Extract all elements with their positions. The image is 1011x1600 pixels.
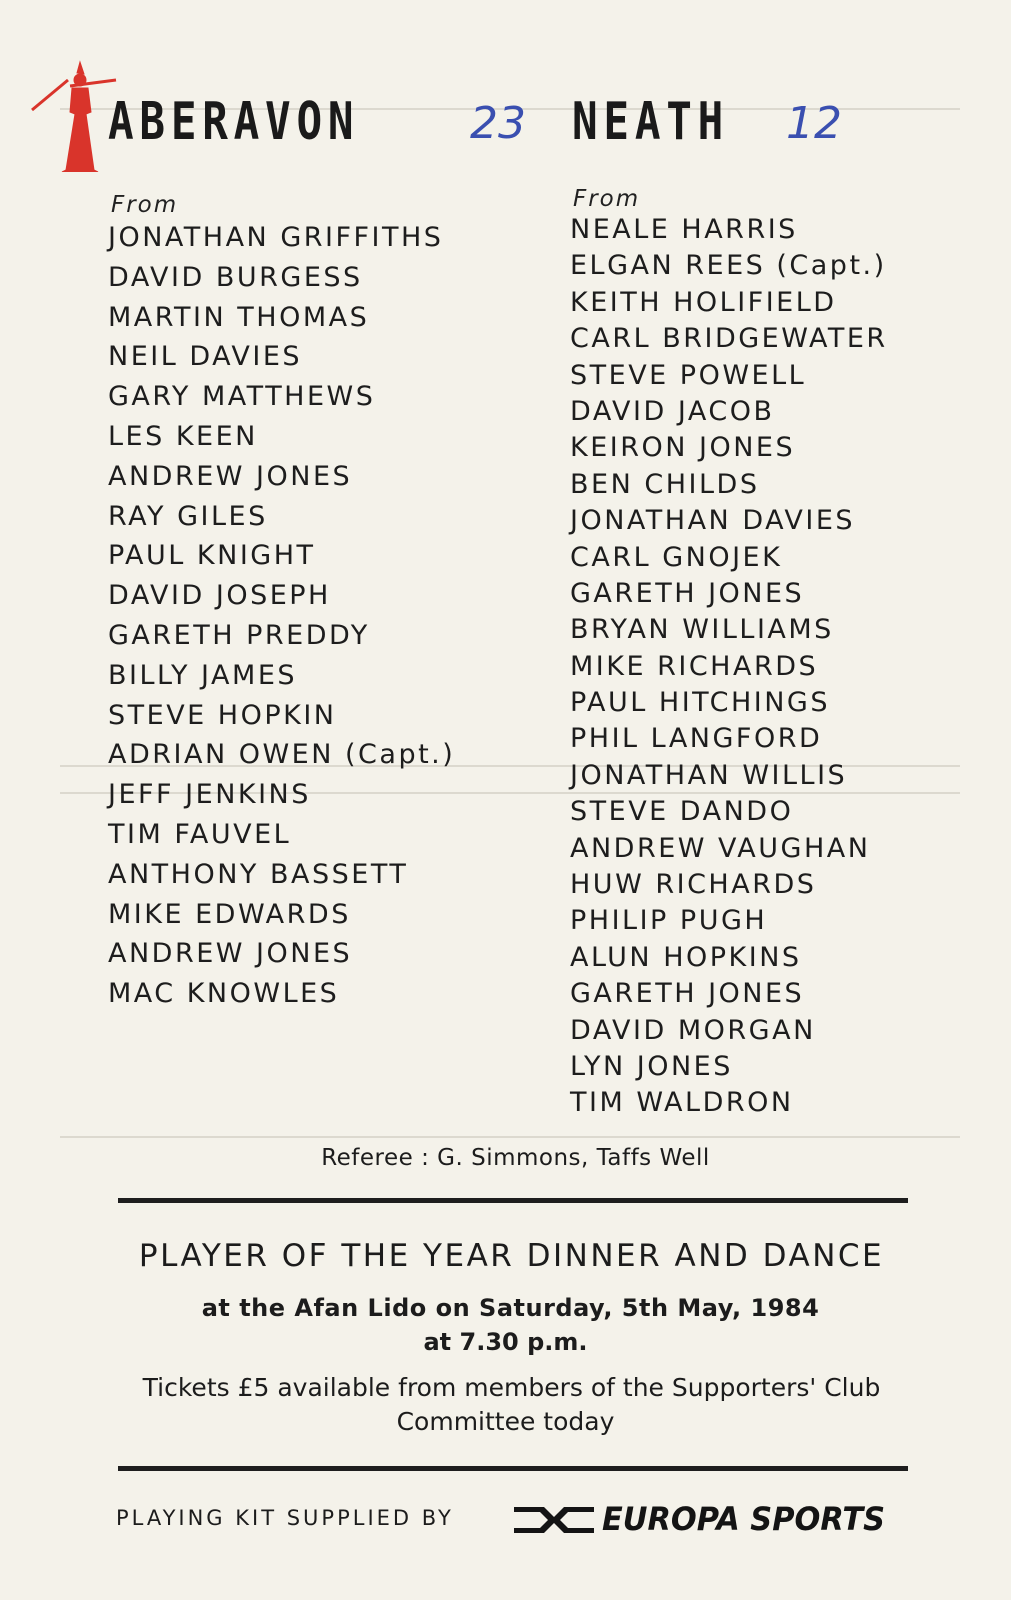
player-name: MARTIN THOMAS (108, 301, 370, 333)
player-name: DAVID JACOB (570, 395, 775, 427)
player-name: ADRIAN OWEN (Capt.) (108, 739, 456, 771)
from-label: From (111, 192, 179, 218)
player-name: JONATHAN WILLIS (570, 759, 848, 791)
away-team-name: NEATH (572, 92, 730, 152)
divider-rule (118, 1466, 908, 1471)
player-name: JEFF JENKINS (108, 779, 311, 811)
player-name: HUW RICHARDS (570, 869, 817, 901)
player-name: TIM FAUVEL (108, 818, 292, 850)
player-name: JONATHAN GRIFFITHS (108, 222, 444, 253)
player-name: MIKE EDWARDS (108, 898, 351, 930)
player-name: GARETH JONES (570, 577, 805, 609)
player-name: CARL GNOJEK (570, 541, 783, 573)
europa-x-logo-icon (514, 1503, 594, 1537)
sponsor-name: EUROPA SPORTS (602, 1500, 885, 1538)
player-name: STEVE HOPKIN (108, 699, 337, 731)
player-name: MAC KNOWLES (108, 978, 340, 1010)
player-name: PHIL LANGFORD (570, 723, 823, 755)
player-name: JONATHAN DAVIES (570, 505, 856, 537)
red-figure-logo-icon (28, 58, 120, 172)
home-team-name: ABERAVON (108, 92, 360, 152)
player-name: PHILIP PUGH (570, 905, 768, 937)
event-tickets-line: Committee today (396, 1407, 615, 1436)
neath-team-column (570, 186, 888, 1122)
away-score: 12 (786, 98, 842, 149)
player-name: LYN JONES (570, 1050, 733, 1082)
player-name: KEITH HOLIFIELD (570, 286, 837, 318)
home-score: 23 (470, 98, 526, 149)
event-venue: at the Afan Lido on Saturday, 5th May, 1984 (201, 1294, 820, 1322)
player-name: ANDREW JONES (108, 938, 353, 970)
player-name: DAVID JOSEPH (108, 580, 331, 612)
player-name: MIKE RICHARDS (570, 650, 819, 682)
referee-line: Referee : G. Simmons, Taffs Well (321, 1145, 710, 1171)
player-name: STEVE DANDO (570, 796, 794, 828)
player-name: STEVE POWELL (570, 359, 807, 391)
player-name: DAVID BURGESS (108, 261, 363, 293)
event-time: at 7.30 p.m. (423, 1328, 588, 1356)
neath-player-list (570, 212, 888, 1122)
divider-rule (118, 1198, 908, 1203)
player-name: NEIL DAVIES (108, 341, 303, 373)
kit-supplier-label: PLAYING KIT SUPPLIED BY (116, 1506, 454, 1530)
player-name: BRYAN WILLIAMS (570, 614, 834, 646)
from-label: From (573, 186, 641, 212)
player-name: TIM WALDRON (570, 1087, 794, 1119)
player-name: CARL BRIDGEWATER (570, 323, 888, 355)
player-name: RAY GILES (108, 500, 268, 532)
event-tickets-line: Tickets £5 available from members of the Supporters' Club (142, 1373, 881, 1402)
player-name: KEIRON JONES (570, 432, 796, 464)
player-name: LES KEEN (108, 420, 258, 452)
player-name: PAUL KNIGHT (108, 540, 316, 572)
player-name: ANDREW VAUGHAN (570, 832, 871, 864)
player-name: NEALE HARRIS (570, 214, 798, 245)
player-name: GARY MATTHEWS (108, 381, 376, 413)
event-title: PLAYER OF THE YEAR DINNER AND DANCE (138, 1238, 885, 1274)
aberavon-player-list (108, 218, 455, 1014)
player-name: ELGAN REES (Capt.) (570, 250, 887, 282)
player-name: DAVID MORGAN (570, 1014, 816, 1046)
aberavon-team-column (108, 192, 455, 1014)
player-name: GARETH PREDDY (108, 619, 370, 651)
player-name: GARETH JONES (570, 978, 805, 1010)
player-name: ANTHONY BASSETT (108, 858, 409, 890)
player-name: ANDREW JONES (108, 460, 353, 492)
player-name: BILLY JAMES (108, 659, 298, 691)
player-name: PAUL HITCHINGS (570, 687, 830, 719)
player-name: ALUN HOPKINS (570, 941, 802, 973)
player-name: BEN CHILDS (570, 468, 760, 500)
show-through-line (60, 1136, 960, 1138)
